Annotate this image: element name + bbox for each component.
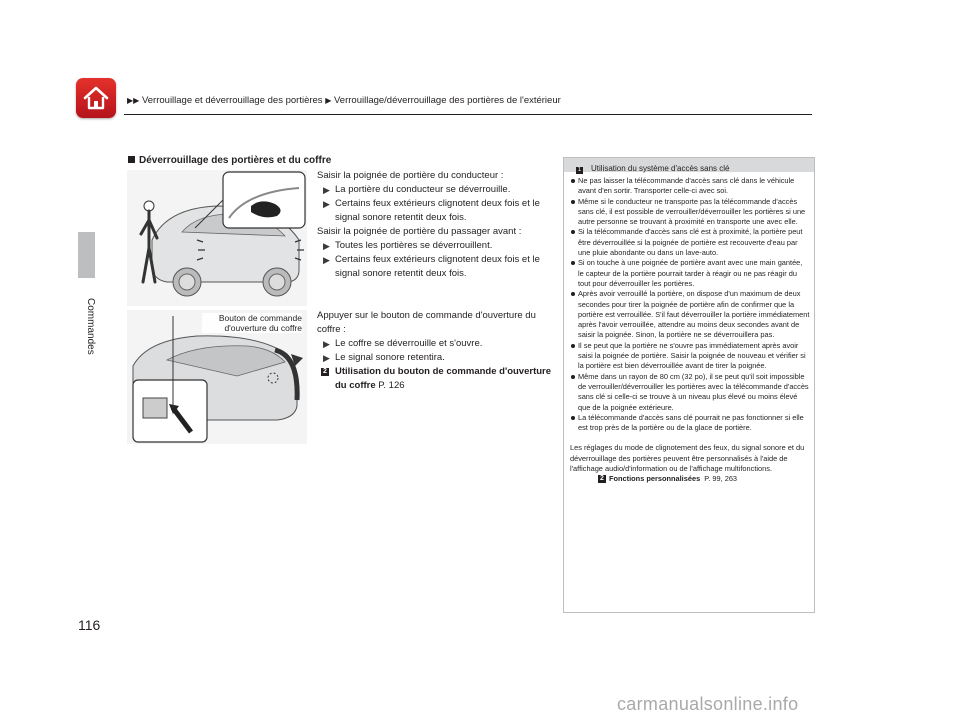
trunk-button-callout: Bouton de commande d'ouverture du coffre (202, 313, 302, 333)
note-body (570, 176, 810, 485)
trunk-result-1: ▶ Le coffre se déverrouille et s'ouvre. (323, 338, 483, 349)
driver-door-step: Saisir la poignée de portière du conducteur : (317, 170, 504, 181)
section-title (128, 155, 331, 166)
page-number: 116 (78, 617, 101, 633)
driver-door-instructions (317, 169, 557, 281)
note-list (570, 176, 810, 433)
driver-door-result-1: ▶ La portière du conducteur se déverrouille. (323, 184, 511, 195)
breadcrumb-arrow-icon: ▶ (325, 96, 332, 105)
chapter-tab[interactable] (78, 232, 95, 278)
trunk-instructions (317, 309, 557, 393)
note-item: Même si le conducteur ne transporte pas la télécommande d'accès sans clé, il est possible de verrouiller/déverrouiller les portières si une autre personne se trouvant à proximité en transporte une avec elle. (570, 197, 810, 228)
note-item: La télécommande d'accès sans clé pourrait ne pas fonctionner si elle est trop près de la portière ou de la glace de portière. (570, 413, 810, 434)
section-title-text: Déverrouillage des portières et du coffre (139, 155, 332, 166)
trunk-xref-link[interactable]: 2 Utilisation du bouton de commande d'ouverture du coffre P. 126 (317, 365, 557, 393)
trunk-step: Appuyer sur le bouton de commande d'ouverture du coffre : (317, 310, 536, 335)
car-door-illustration (127, 170, 307, 306)
result-arrow-icon: ▶ (323, 339, 330, 349)
breadcrumb-arrow-icon: ▶▶ (127, 96, 140, 105)
passenger-door-step: Saisir la poignée de portière du passager avant : (317, 226, 522, 237)
trunk-result-2: ▶ Le signal sonore retentira. (323, 352, 445, 363)
breadcrumb-link-1[interactable]: Verrouillage et déverrouillage des portières (141, 95, 323, 106)
note-item: Ne pas laisser la télécommande d'accès sans clé dans le véhicule avant d'en sortir. Transporter celle-ci avec soi. (570, 176, 810, 197)
breadcrumb (127, 95, 561, 106)
xref-icon: 2 (598, 475, 606, 483)
result-arrow-icon: ▶ (323, 185, 330, 195)
driver-door-result-2: ▶ Certains feux extérieurs clignotent deux fois et le signal sonore retentit deux fois. (323, 198, 540, 223)
note-paragraph: Les réglages du mode de clignotement des feux, du signal sonore et du déverrouillage des portières peuvent être personnalisés à l'aide de l'affichage audio/d'information ou de l'affichage multifonctions. (570, 443, 805, 474)
note-item: Même dans un rayon de 80 cm (32 po), il se peut qu'il soit impossible de verrouiller/déverrouiller les portières avec la télécommande d'accès sans clé si celle-ci se trouve à un niveau plus élevé ou moins élevé que de la poignée extérieure. (570, 372, 810, 413)
result-arrow-icon: ▶ (323, 199, 330, 209)
breadcrumb-link-2[interactable]: Verrouillage/déverrouillage des portières de l'extérieur (334, 95, 561, 106)
home-icon (81, 83, 111, 113)
note-item: Si on touche à une poignée de portière avant avec une main gantée, le capteur de la portière pourrait tarder à réagir ou ne pas réagir du tout pour déverrouiller les portières. (570, 258, 810, 289)
result-arrow-icon: ▶ (323, 241, 330, 251)
passenger-door-result-1: ▶ Toutes les portières se déverrouillent. (323, 240, 493, 251)
note-header (564, 158, 814, 172)
note-icon: 1 (577, 167, 582, 173)
watermark: carmanualsonline.info (617, 694, 799, 714)
note-xref-link[interactable]: 2 Fonctions personnalisées P. 99, 263 (570, 474, 810, 484)
figure-driver-door (127, 170, 307, 306)
note-box (563, 157, 815, 613)
result-arrow-icon: ▶ (323, 255, 330, 265)
home-button[interactable] (76, 78, 116, 118)
note-title: Utilisation du système d'accès sans clé (591, 164, 730, 173)
note-item: Il se peut que la portière ne s'ouvre pas immédiatement après avoir saisi la poignée de portière. Saisir la poignée de nouveau et vérifier si la portière est bien déverrouillée avant de tirer la poignée. (570, 341, 810, 372)
chapter-label: Commandes (85, 298, 96, 355)
xref-icon: 2 (321, 368, 329, 376)
header-rule (124, 114, 812, 115)
section-square-icon (128, 156, 135, 163)
passenger-door-result-2: ▶ Certains feux extérieurs clignotent deux fois et le signal sonore retentit deux fois. (323, 254, 540, 279)
result-arrow-icon: ▶ (323, 353, 330, 363)
note-item: Si la télécommande d'accès sans clé est à proximité, la portière peut être déverrouillée si la poignée de portière est recouverte d'eau par une pluie abondante ou dans un lave-auto. (570, 227, 810, 258)
note-item: Après avoir verrouillé la portière, on dispose d'un maximum de deux secondes pour tirer la poignée de portière afin de confirmer que la portière est verrouillée. S'il faut déverrouiller la portière immédiatement après l'avoir verrouillée, attendre au moins deux secondes avant de saisir la poignée. Sinon, la portière ne se déverrouillera pas. (570, 289, 810, 340)
